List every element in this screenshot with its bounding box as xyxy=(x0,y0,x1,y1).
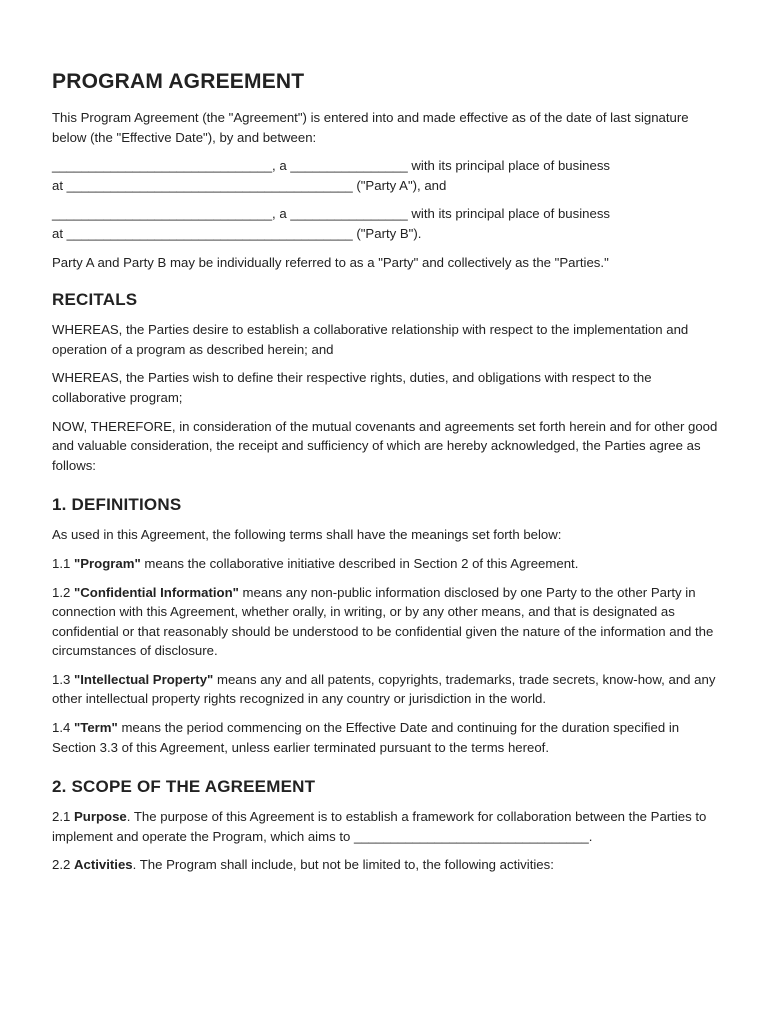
party-b-line2: at _______________________________________ ("Party B"). xyxy=(52,225,422,241)
party-a-block xyxy=(52,156,718,195)
definition-text: means the period commencing on the Effective Date and continuing for the duration specified in Section 3.3 of this Agreement, unless earlier terminated pursuant to the terms hereof. xyxy=(52,720,680,755)
intro-paragraph: This Program Agreement (the "Agreement") is entered into and made effective as of the date of last signature below (the "Effective Date"), by and between: xyxy=(52,110,689,145)
recital-paragraph: WHEREAS, the Parties desire to establish a collaborative relationship with respect to the implementation and operation of a program as described herein; and xyxy=(52,322,689,357)
defined-term: "Intellectual Property" xyxy=(74,671,214,687)
recital-paragraph: WHEREAS, the Parties wish to define their respective rights, duties, and obligations with respect to the collaborative program; xyxy=(52,370,652,405)
party-a-line1: ______________________________, a ________________ with its principal place of business xyxy=(52,158,611,174)
parties-note: Party A and Party B may be individually referred to as a "Party" and collectively as the "Parties." xyxy=(52,254,609,270)
document-title: PROGRAM AGREEMENT xyxy=(52,70,305,93)
recitals-section xyxy=(52,290,718,475)
definition-text: means any and all patents, copyrights, trademarks, trade secrets, know-how, and any other intellectual property rights recognized in any country or jurisdiction in the world. xyxy=(52,671,716,707)
definition-item xyxy=(52,670,718,709)
clause-title: Activities xyxy=(74,857,133,873)
clause-number: 1.4 xyxy=(52,720,74,736)
party-a-line2: at _______________________________________ ("Party A"), and xyxy=(52,177,447,193)
clause-number: 2.2 xyxy=(52,857,74,873)
definitions-section xyxy=(52,495,718,757)
scope-item xyxy=(52,855,718,875)
definitions-intro: As used in this Agreement, the following terms shall have the meanings set forth below: xyxy=(52,527,562,543)
scope-section xyxy=(52,777,718,875)
definition-item xyxy=(52,583,718,661)
recital-paragraph: NOW, THEREFORE, in consideration of the mutual covenants and agreements set forth herein and for other good and valuable consideration, the receipt and sufficiency of which are hereby acknowledged, the Parties agree as follows: xyxy=(52,418,718,473)
scope-item xyxy=(52,807,718,846)
definition-item xyxy=(52,718,718,757)
defined-term: "Program" xyxy=(74,555,141,571)
definition-item xyxy=(52,554,718,574)
party-b-block xyxy=(52,204,718,243)
clause-number: 2.1 xyxy=(52,809,74,825)
clause-text: . The purpose of this Agreement is to establish a framework for collaboration between the Parties to implement and operate the Program, which aims to ________________________________. xyxy=(52,809,707,844)
clause-number: 1.3 xyxy=(52,671,74,687)
definition-text: means any non-public information disclosed by one Party to the other Party in connection with this Agreement, whether orally, in writing, or by any other means, and that is designated as confidential or that reasonably should be understood to be confidential given the nature of the information and the circumstances of disclosure. xyxy=(52,584,714,659)
clause-number: 1.1 xyxy=(52,555,74,571)
party-b-line1: ______________________________, a ________________ with its principal place of business xyxy=(52,206,611,222)
clause-title: Purpose xyxy=(74,809,127,825)
recitals-heading: RECITALS xyxy=(52,290,138,310)
definition-text: means the collaborative initiative described in Section 2 of this Agreement. xyxy=(140,555,579,571)
clause-text: . The Program shall include, but not be limited to, the following activities: xyxy=(132,857,554,873)
scope-heading: 2. SCOPE OF THE AGREEMENT xyxy=(52,777,316,797)
defined-term: "Term" xyxy=(74,720,118,736)
clause-number: 1.2 xyxy=(52,584,74,600)
definitions-heading: 1. DEFINITIONS xyxy=(52,495,182,515)
defined-term: "Confidential Information" xyxy=(74,584,239,600)
